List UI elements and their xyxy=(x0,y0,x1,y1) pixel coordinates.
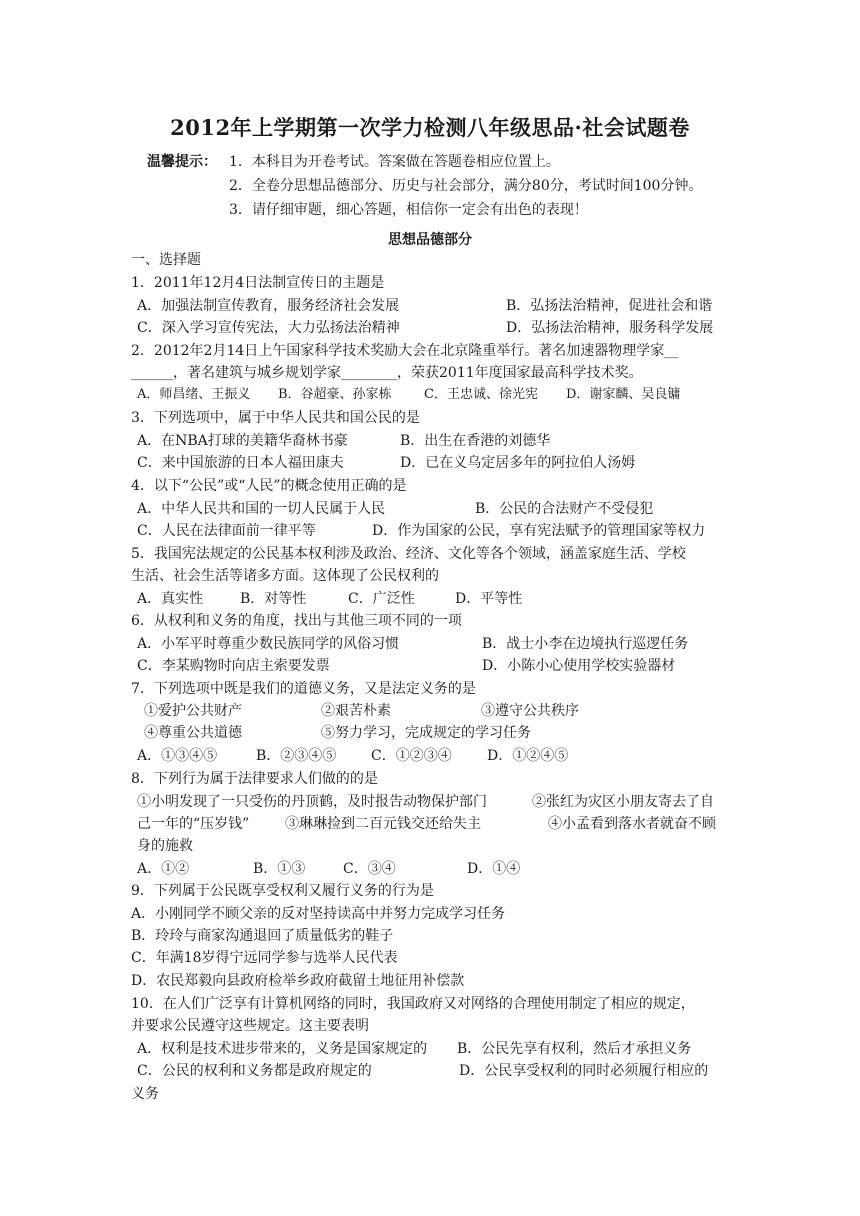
option: D．已在义乌定居多年的阿拉伯人汤姆 xyxy=(400,455,636,471)
option: B．①③ xyxy=(253,861,306,877)
option: A．权利是技术进步带来的，义务是国家规定的 xyxy=(137,1041,428,1057)
statement-item: ⑤努力学习，完成规定的学习任务 xyxy=(321,725,531,741)
option: 义务 xyxy=(131,1086,159,1102)
option: D．谢家麟、吴良镛 xyxy=(566,387,681,402)
option: B．公民先享有权利，然后才承担义务 xyxy=(457,1041,692,1057)
option: D．小陈小心使用学校实验器材 xyxy=(482,658,676,674)
tips-label: 温馨提示： xyxy=(147,154,217,170)
option: A．师昌绪、王振义 xyxy=(137,387,251,402)
part-heading: 一、选择题 xyxy=(131,252,201,268)
statement-item: ③琳琳捡到二百元钱交还给失主 xyxy=(285,816,481,832)
question-stem: 并要求公民遵守这些规定。这主要表明 xyxy=(131,1018,369,1034)
question-stem: 6．从权利和义务的角度，找出与其他三项不同的一项 xyxy=(131,613,462,629)
option: A．①③④⑤ xyxy=(137,748,218,764)
option: C．人民在法律面前一律平等 xyxy=(137,523,316,539)
option: A．①② xyxy=(137,861,190,877)
tip-line: 1．本科目为开卷考试。答案做在答题卷相应位置上。 xyxy=(229,154,560,170)
question-stem: 生活、社会生活等诸多方面。这体现了公民权利的 xyxy=(131,568,439,584)
question-stem: 9．下列属于公民既享受权利又履行义务的行为是 xyxy=(131,883,434,899)
option: C．①②③④ xyxy=(371,748,452,764)
option: D．公民享受权利的同时必须履行相应的 xyxy=(459,1063,709,1079)
question-stem: 1．2011年12月4日法制宣传日的主题是 xyxy=(131,275,385,291)
question-stem: 10．在人们广泛享有计算机网络的同时，我国政府又对网络的合理使用制定了相应的规定， xyxy=(131,996,695,1012)
tip-line: 2．全卷分思想品德部分、历史与社会部分，满分80分，考试时间100分钟。 xyxy=(229,178,703,194)
option: A．小刚同学不顾父亲的反对坚持读高中并努力完成学习任务 xyxy=(131,906,506,922)
option: D．农民郑毅向县政府检举乡政府截留土地征用补偿款 xyxy=(131,973,465,989)
option: A．中华人民共和国的一切人民属于人民 xyxy=(137,501,386,517)
option: A．在NBA打球的美籍华裔林书豪 xyxy=(137,433,348,449)
question-stem: 2．2012年2月14日上午国家科学技术奖励大会在北京隆重举行。著名加速器物理学家__ xyxy=(131,343,679,359)
option: C．③④ xyxy=(343,861,396,877)
option: B．战士小李在边境执行巡逻任务 xyxy=(482,636,689,652)
option: C．年满18岁得宁远同学参与选举人民代表 xyxy=(131,950,398,966)
question-stem: 5．我国宪法规定的公民基本权利涉及政治、经济、文化等各个领域，涵盖家庭生活、学校 xyxy=(131,546,686,562)
option: C．深入学习宣传宪法，大力弘扬法治精神 xyxy=(137,320,400,336)
option: D．平等性 xyxy=(455,591,523,607)
option: A．小军平时尊重少数民族同学的风俗习惯 xyxy=(137,636,400,652)
statement-item: ④尊重公共道德 xyxy=(144,725,242,741)
option: A．加强法制宣传教育，服务经济社会发展 xyxy=(137,298,400,314)
option: B．对等性 xyxy=(240,591,307,607)
option: B．玲玲与商家沟通退回了质量低劣的鞋子 xyxy=(131,928,394,944)
option: B．②③④⑤ xyxy=(256,748,337,764)
option: D．①④ xyxy=(467,861,521,877)
statement-item: ①小明发现了一只受伤的丹顶鹤，及时报告动物保护部门 xyxy=(137,794,487,810)
statement-item: 己一年的“压岁钱” xyxy=(137,816,250,832)
option: C．广泛性 xyxy=(348,591,415,607)
question-stem: 4．以下“公民”或“人民”的概念使用正确的是 xyxy=(131,478,407,494)
statement-item: ③遵守公共秩序 xyxy=(481,703,579,719)
tip-line: 3．请仔细审题，细心答题，相信你一定会有出色的表现！ xyxy=(229,202,588,218)
option: C．王忠诚、徐光宪 xyxy=(424,387,538,402)
question-stem: 8．下列行为属于法律要求人们做的的是 xyxy=(131,771,378,787)
question-stem: 3．下列选项中，属于中华人民共和国公民的是 xyxy=(131,410,420,426)
option: D．作为国家的公民，享有宪法赋予的管理国家等权力 xyxy=(372,523,706,539)
statement-item: ②艰苦朴素 xyxy=(321,703,391,719)
option: B．公民的合法财产不受侵犯 xyxy=(475,501,654,517)
option: C．公民的权利和义务都是政府规定的 xyxy=(137,1063,372,1079)
option: B．出生在香港的刘德华 xyxy=(400,433,551,449)
statement-item: 身的施救 xyxy=(137,838,193,854)
option: C．来中国旅游的日本人福田康夫 xyxy=(137,455,344,471)
option: D．弘扬法治精神，服务科学发展 xyxy=(506,320,714,336)
question-stem: 7．下列选项中既是我们的道德义务，又是法定义务的是 xyxy=(131,681,476,697)
option: C．李某购物时向店主索要发票 xyxy=(137,658,330,674)
section-title: 思想品德部分 xyxy=(388,232,472,248)
option: B．弘扬法治精神，促进社会和谐 xyxy=(506,298,713,314)
exam-title: 2012年上学期第一次学力检测八年级思品·社会试题卷 xyxy=(170,115,690,140)
statement-item: ①爱护公共财产 xyxy=(144,703,242,719)
option: A．真实性 xyxy=(137,591,204,607)
statement-item: ④小孟看到落水者就奋不顾 xyxy=(548,816,716,832)
question-stem: ______，著名建筑与城乡规划学家________，荣获2011年度国家最高科学技术奖。 xyxy=(131,365,643,381)
option: D．①②④⑤ xyxy=(487,748,569,764)
option: B．谷超豪、孙家栋 xyxy=(278,387,392,402)
statement-item: ②张红为灾区小朋友寄去了自 xyxy=(532,794,714,810)
